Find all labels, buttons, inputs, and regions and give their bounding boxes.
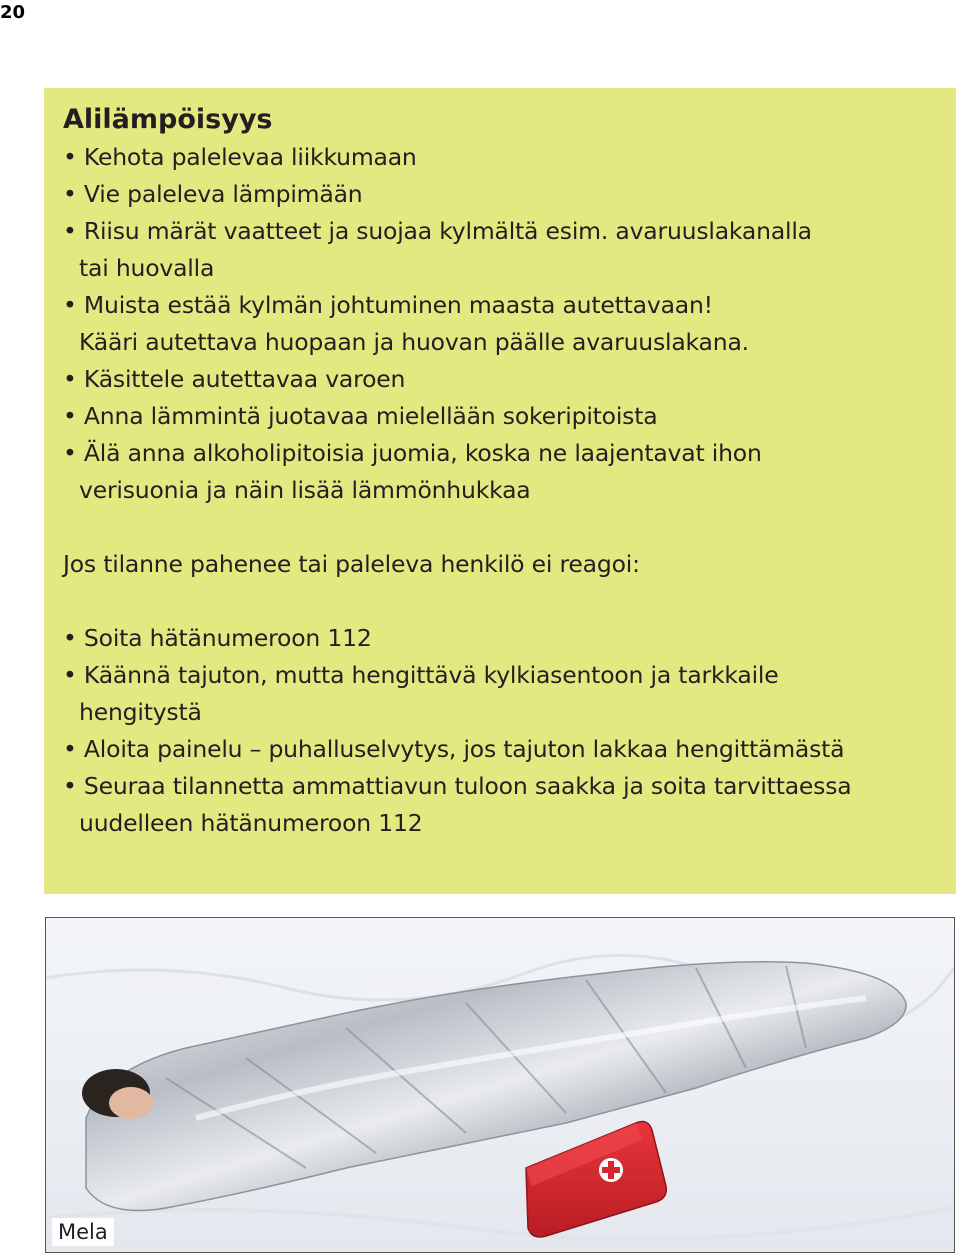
instruction-line: • Muista estää kylmän johtuminen maasta autettavaan! xyxy=(63,291,713,319)
instruction-line-continued: uudelleen hätänumeroon 112 xyxy=(79,809,423,837)
photo-person-in-space-blanket xyxy=(45,917,955,1253)
instruction-line: • Soita hätänumeroon 112 xyxy=(63,624,372,652)
instruction-line: • Kehota palelevaa liikkumaan xyxy=(63,143,417,171)
instruction-line: • Vie paleleva lämpimään xyxy=(63,180,363,208)
hypothermia-info-box xyxy=(44,88,956,894)
spacer xyxy=(63,509,956,546)
instruction-line: • Käsittele autettavaa varoen xyxy=(63,365,406,393)
instruction-line: • Älä anna alkoholipitoisia juomia, koska ne laajentavat ihon xyxy=(63,439,762,467)
instruction-line-continued: Kääri autettava huopaan ja huovan päälle avaruuslakana. xyxy=(79,328,749,356)
photo-caption: Mela xyxy=(52,1218,114,1246)
instruction-line: • Anna lämmintä juotavaa mielellään sokeripitoista xyxy=(63,402,658,430)
page-number: 20 xyxy=(0,2,26,23)
spacer xyxy=(63,583,956,620)
snow-scene-illustration xyxy=(46,918,954,1252)
instruction-line: • Käännä tajuton, mutta hengittävä kylkiasentoon ja tarkkaile xyxy=(63,661,779,689)
box-title: Alilämpöisyys xyxy=(63,104,273,135)
instruction-line: • Riisu märät vaatteet ja suojaa kylmältä esim. avaruuslakanalla xyxy=(63,217,812,245)
instruction-line-continued: verisuonia ja näin lisää lämmönhukkaa xyxy=(79,476,531,504)
instruction-line: • Aloita painelu – puhalluselvytys, jos tajuton lakkaa hengittämästä xyxy=(63,735,845,763)
instruction-list xyxy=(63,139,956,842)
instruction-line: • Seuraa tilannetta ammattiavun tuloon saakka ja soita tarvittaessa xyxy=(63,772,852,800)
instruction-line-continued: hengitystä xyxy=(79,698,202,726)
escalation-heading: Jos tilanne pahenee tai paleleva henkilö ei reagoi: xyxy=(63,550,640,578)
instruction-line-continued: tai huovalla xyxy=(79,254,215,282)
